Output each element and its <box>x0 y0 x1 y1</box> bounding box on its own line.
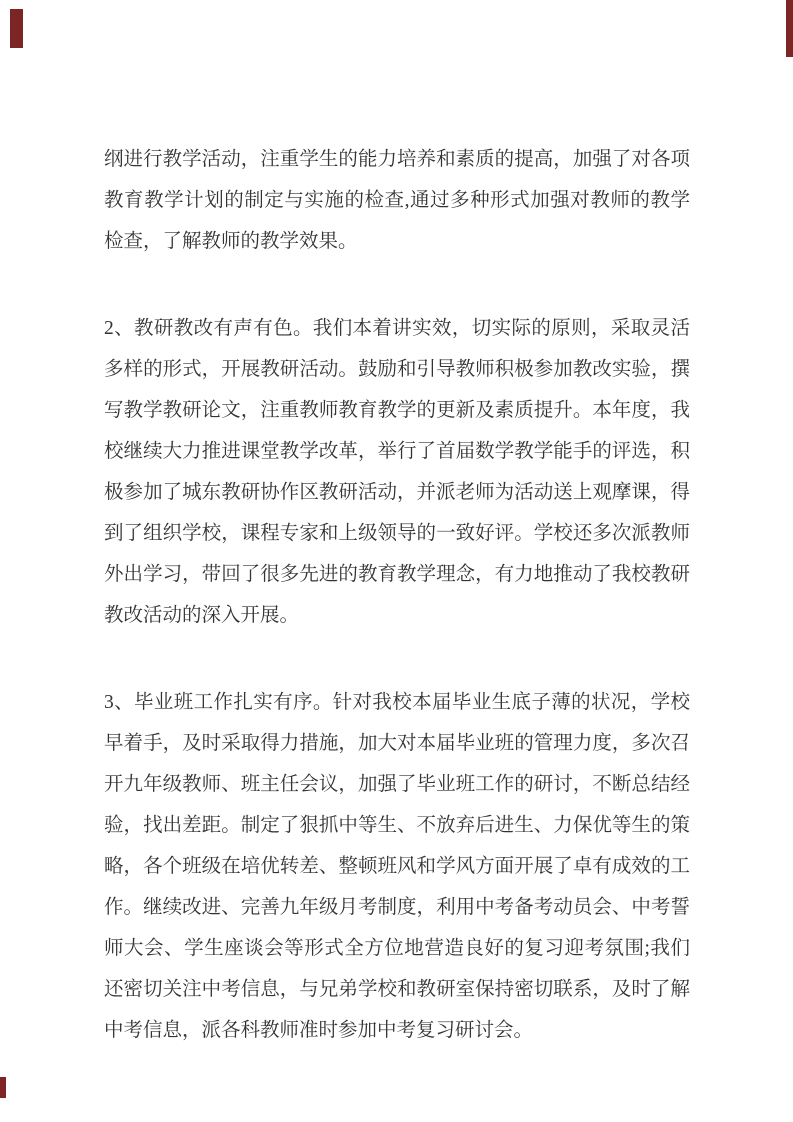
text-line: 3、毕业班工作扎实有序。针对我校本届毕业生底子薄的状况，学校 <box>104 692 690 713</box>
text-line: 还密切关注中考信息，与兄弟学校和教研室保持密切联系，及时了解 <box>104 979 690 1000</box>
text-line: 略，各个班级在培优转差、整顿班风和学风方面开展了卓有成效的工 <box>104 856 690 877</box>
text-line: 早着手，及时采取得力措施，加大对本届毕业班的管理力度，多次召 <box>104 733 690 754</box>
text-line: 师大会、学生座谈会等形式全方位地营造良好的复习迎考氛围;我们 <box>104 938 690 959</box>
text-line: 校继续大力推进课堂教学改革，举行了首届数学教学能手的评选，积 <box>104 441 690 462</box>
text-line: 检查，了解教师的教学效果。 <box>104 231 358 252</box>
page-edge-artifact-bottom-left <box>0 1077 6 1098</box>
text-line: 验，找出差距。制定了狠抓中等生、不放弃后进生、力保优等生的策 <box>104 815 690 836</box>
text-line: 外出学习，带回了很多先进的教育教学理念，有力地推动了我校教研 <box>104 564 690 585</box>
text-line: 作。继续改进、完善九年级月考制度，利用中考备考动员会、中考誓 <box>104 897 690 918</box>
text-line: 中考信息，派各科教师准时参加中考复习研讨会。 <box>104 1020 534 1041</box>
document-page <box>104 93 690 1067</box>
text-line: 2、教研教改有声有色。我们本着讲实效，切实际的原则，采取灵活 <box>104 318 690 339</box>
page-edge-artifact-top-left <box>10 9 23 48</box>
text-line: 写教学教研论文，注重教师教育教学的更新及素质提升。本年度，我 <box>104 400 690 421</box>
page-edge-artifact-top-right <box>786 0 793 57</box>
text-line: 教改活动的深入开展。 <box>104 605 300 626</box>
text-line: 开九年级教师、班主任会议，加强了毕业班工作的研讨，不断总结经 <box>104 774 690 795</box>
text-line: 多样的形式，开展教研活动。鼓励和引导教师积极参加教改实验，撰 <box>104 359 690 380</box>
text-line: 到了组织学校，课程专家和上级领导的一致好评。学校还多次派教师 <box>104 523 690 544</box>
text-line: 极参加了城东教研协作区教研活动，并派老师为活动送上观摩课，得 <box>104 482 690 503</box>
text-line: 纲进行教学活动，注重学生的能力培养和素质的提高，加强了对各项 <box>104 149 690 170</box>
text-line: 教育教学计划的制定与实施的检查,通过多种形式加强对教师的教学 <box>104 190 690 211</box>
